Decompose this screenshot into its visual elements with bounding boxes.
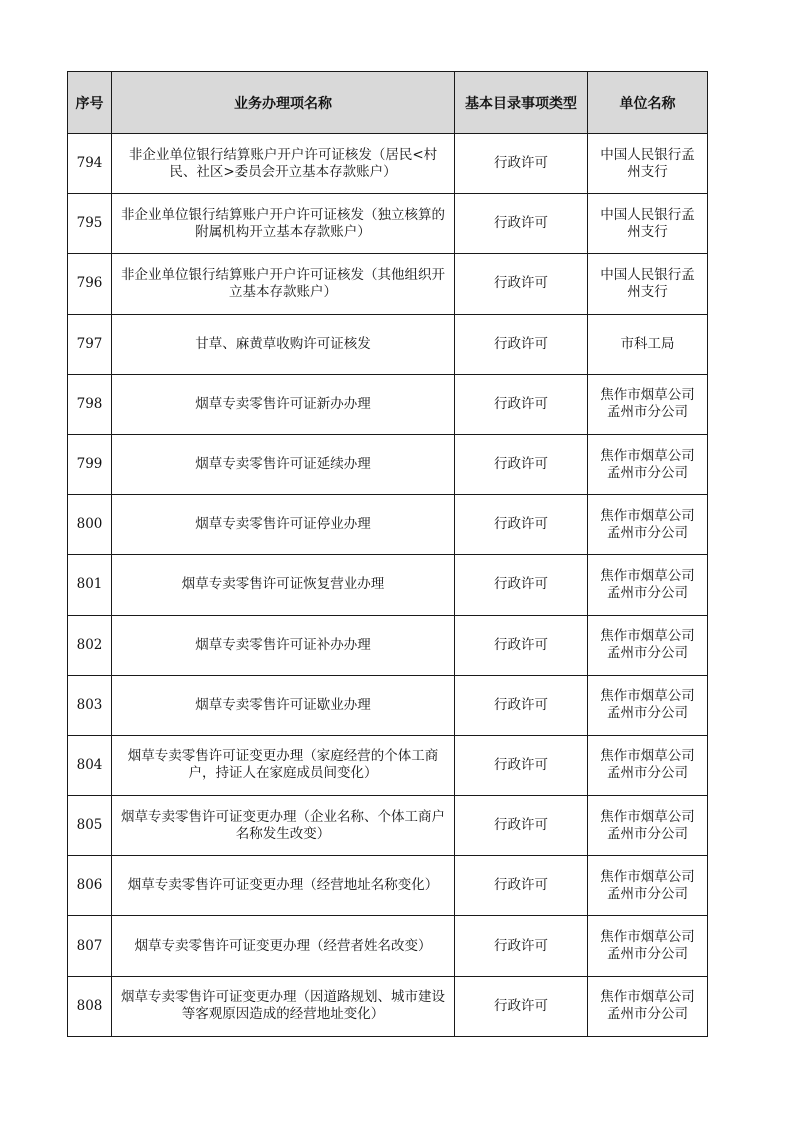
row-type: 行政许可	[455, 555, 588, 615]
row-name: 烟草专卖零售许可证变更办理（经营地址名称变化）	[112, 856, 455, 916]
table-row	[68, 254, 708, 314]
header-unit: 单位名称	[588, 72, 708, 134]
row-type: 行政许可	[455, 796, 588, 856]
row-name: 非企业单位银行结算账户开户许可证核发（独立核算的附属机构开立基本存款账户）	[112, 194, 455, 254]
header-type: 基本目录事项类型	[455, 72, 588, 134]
row-type: 行政许可	[455, 856, 588, 916]
table-row	[68, 495, 708, 555]
header-seq: 序号	[68, 72, 112, 134]
row-type: 行政许可	[455, 434, 588, 494]
row-type: 行政许可	[455, 735, 588, 795]
row-unit: 焦作市烟草公司孟州市分公司	[588, 555, 708, 615]
table-header-row	[68, 72, 708, 134]
row-unit: 焦作市烟草公司孟州市分公司	[588, 615, 708, 675]
row-name: 烟草专卖零售许可证新办办理	[112, 374, 455, 434]
row-seq: 795	[68, 194, 112, 254]
row-seq: 798	[68, 374, 112, 434]
row-name: 甘草、麻黄草收购许可证核发	[112, 314, 455, 374]
row-name: 烟草专卖零售许可证变更办理（家庭经营的个体工商户，持证人在家庭成员间变化）	[112, 735, 455, 795]
row-seq: 807	[68, 916, 112, 976]
row-seq: 803	[68, 675, 112, 735]
row-name: 烟草专卖零售许可证歇业办理	[112, 675, 455, 735]
table-row	[68, 374, 708, 434]
table-row	[68, 555, 708, 615]
row-seq: 801	[68, 555, 112, 615]
row-seq: 797	[68, 314, 112, 374]
row-seq: 802	[68, 615, 112, 675]
table-row	[68, 916, 708, 976]
row-seq: 806	[68, 856, 112, 916]
row-type: 行政许可	[455, 314, 588, 374]
row-name: 烟草专卖零售许可证延续办理	[112, 434, 455, 494]
row-unit: 焦作市烟草公司孟州市分公司	[588, 735, 708, 795]
table-row	[68, 796, 708, 856]
row-type: 行政许可	[455, 675, 588, 735]
row-unit: 焦作市烟草公司孟州市分公司	[588, 796, 708, 856]
row-unit: 焦作市烟草公司孟州市分公司	[588, 434, 708, 494]
row-unit: 焦作市烟草公司孟州市分公司	[588, 495, 708, 555]
row-name: 烟草专卖零售许可证恢复营业办理	[112, 555, 455, 615]
row-unit: 焦作市烟草公司孟州市分公司	[588, 374, 708, 434]
row-unit: 焦作市烟草公司孟州市分公司	[588, 976, 708, 1036]
row-type: 行政许可	[455, 916, 588, 976]
row-unit: 中国人民银行孟州支行	[588, 194, 708, 254]
row-name: 烟草专卖零售许可证变更办理（经营者姓名改变）	[112, 916, 455, 976]
row-type: 行政许可	[455, 194, 588, 254]
table-row	[68, 434, 708, 494]
row-name: 非企业单位银行结算账户开户许可证核发（其他组织开立基本存款账户）	[112, 254, 455, 314]
row-seq: 805	[68, 796, 112, 856]
permit-table	[67, 71, 708, 1037]
row-type: 行政许可	[455, 134, 588, 194]
row-name: 烟草专卖零售许可证变更办理（因道路规划、城市建设等客观原因造成的经营地址变化）	[112, 976, 455, 1036]
row-unit: 焦作市烟草公司孟州市分公司	[588, 916, 708, 976]
row-unit: 中国人民银行孟州支行	[588, 134, 708, 194]
row-type: 行政许可	[455, 615, 588, 675]
header-name: 业务办理项名称	[112, 72, 455, 134]
table-row	[68, 194, 708, 254]
row-name: 烟草专卖零售许可证变更办理（企业名称、个体工商户名称发生改变）	[112, 796, 455, 856]
row-name: 非企业单位银行结算账户开户许可证核发（居民<村民、社区>委员会开立基本存款账户）	[112, 134, 455, 194]
table-row	[68, 314, 708, 374]
row-seq: 794	[68, 134, 112, 194]
table-row	[68, 735, 708, 795]
row-seq: 799	[68, 434, 112, 494]
row-type: 行政许可	[455, 976, 588, 1036]
row-type: 行政许可	[455, 254, 588, 314]
row-seq: 804	[68, 735, 112, 795]
row-unit: 焦作市烟草公司孟州市分公司	[588, 856, 708, 916]
row-type: 行政许可	[455, 374, 588, 434]
table-row	[68, 675, 708, 735]
row-seq: 800	[68, 495, 112, 555]
table-row	[68, 856, 708, 916]
row-name: 烟草专卖零售许可证停业办理	[112, 495, 455, 555]
row-unit: 中国人民银行孟州支行	[588, 254, 708, 314]
table-row	[68, 976, 708, 1036]
row-name: 烟草专卖零售许可证补办办理	[112, 615, 455, 675]
row-type: 行政许可	[455, 495, 588, 555]
table-row	[68, 615, 708, 675]
row-seq: 808	[68, 976, 112, 1036]
row-unit: 焦作市烟草公司孟州市分公司	[588, 675, 708, 735]
table-row	[68, 134, 708, 194]
row-seq: 796	[68, 254, 112, 314]
row-unit: 市科工局	[588, 314, 708, 374]
